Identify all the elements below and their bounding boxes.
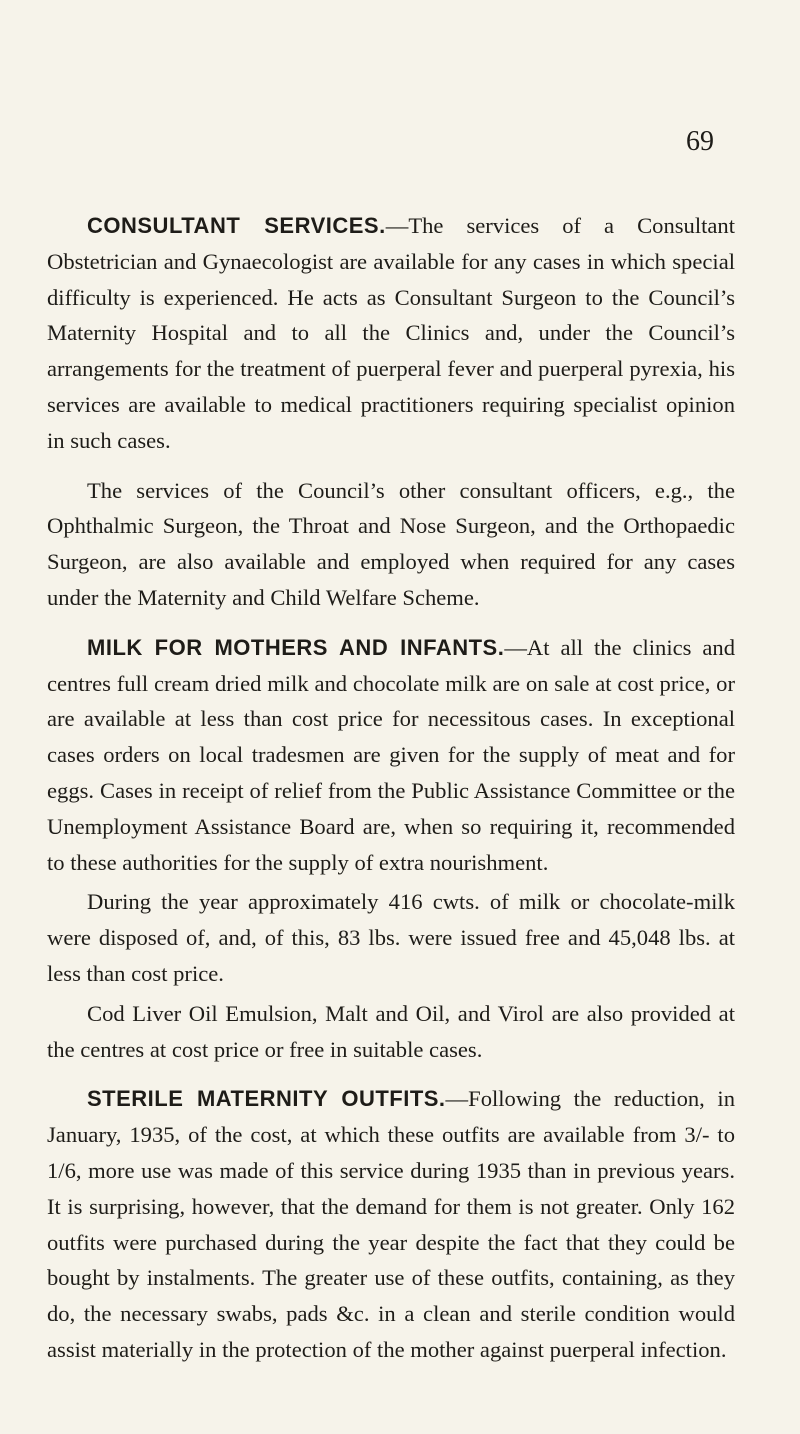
paragraph-text: The services of the Council’s other consultant officers, e.g., the Ophthalmic Surgeon, the Throat and Nose Surgeon, and the Orthopaedic Surgeon, are also available and employed when required for any cases under the Maternity and Child Welfare Scheme. <box>47 477 735 610</box>
paragraph-cod-liver-oil <box>47 996 735 1068</box>
heading-milk-for-mothers: MILK FOR MOTHERS AND INFANTS. <box>87 634 505 660</box>
paragraph-sterile-outfits <box>47 1081 735 1367</box>
paragraph-milk <box>47 630 735 881</box>
paragraph-text: —The services of a Consultant Obstetrician and Gynaecologist are available for any cases in which special difficulty is experienced. He acts as Consultant Surgeon to the Council’s Maternity Hospital and to all the Clinics and, under the Council’s arrangements for the treatment of puerperal fever and puerperal pyrexia, his services are available to medical practitioners requiring specialist opinion in such cases. <box>47 213 735 453</box>
heading-sterile-maternity-outfits: STERILE MATERNITY OUTFITS. <box>87 1086 446 1112</box>
paragraph-text: Cod Liver Oil Emulsion, Malt and Oil, and Virol are also provided at the centres at cost price or free in suitable cases. <box>47 1000 735 1062</box>
paragraph-consultant-services <box>47 208 735 459</box>
paragraph-text: —Following the reduction, in January, 1935, of the cost, at which these outfits are available from 3/- to 1/6, more use was made of this service during 1935 than in previous years. It is surprising, however, that the demand for them is not greater. Only 162 outfits were purchased during the year despite the fact that they could be bought by instalments. The greater use of these outfits, containing, as they do, the necessary swabs, pads &c. in a clean and sterile condition would assist materially in the protection of the mother against puerperal infection. <box>47 1086 735 1362</box>
paragraph-text: —At all the clinics and centres full cream dried milk and chocolate milk are on sale at cost price, or are available at less than cost price for necessitous cases. In exceptional cases orders on local tradesmen are given for the supply of meat and for eggs. Cases in receipt of relief from the Public Assistance Committee or the Unemployment Assistance Board are, when so requiring it, recommended to these authorities for the supply of extra nourishment. <box>47 634 735 875</box>
paragraph-milk-quantities <box>47 884 735 991</box>
page-number: 69 <box>686 126 714 157</box>
heading-consultant-services: CONSULTANT SERVICES. <box>87 213 386 238</box>
paragraph-text: During the year approximately 416 cwts. of milk or chocolate-milk were disposed of, and, of this, 83 lbs. were issued free and 45,048 lbs. at less than cost price. <box>47 889 735 986</box>
body-text <box>47 208 735 1382</box>
paragraph-other-consultants <box>47 473 735 616</box>
